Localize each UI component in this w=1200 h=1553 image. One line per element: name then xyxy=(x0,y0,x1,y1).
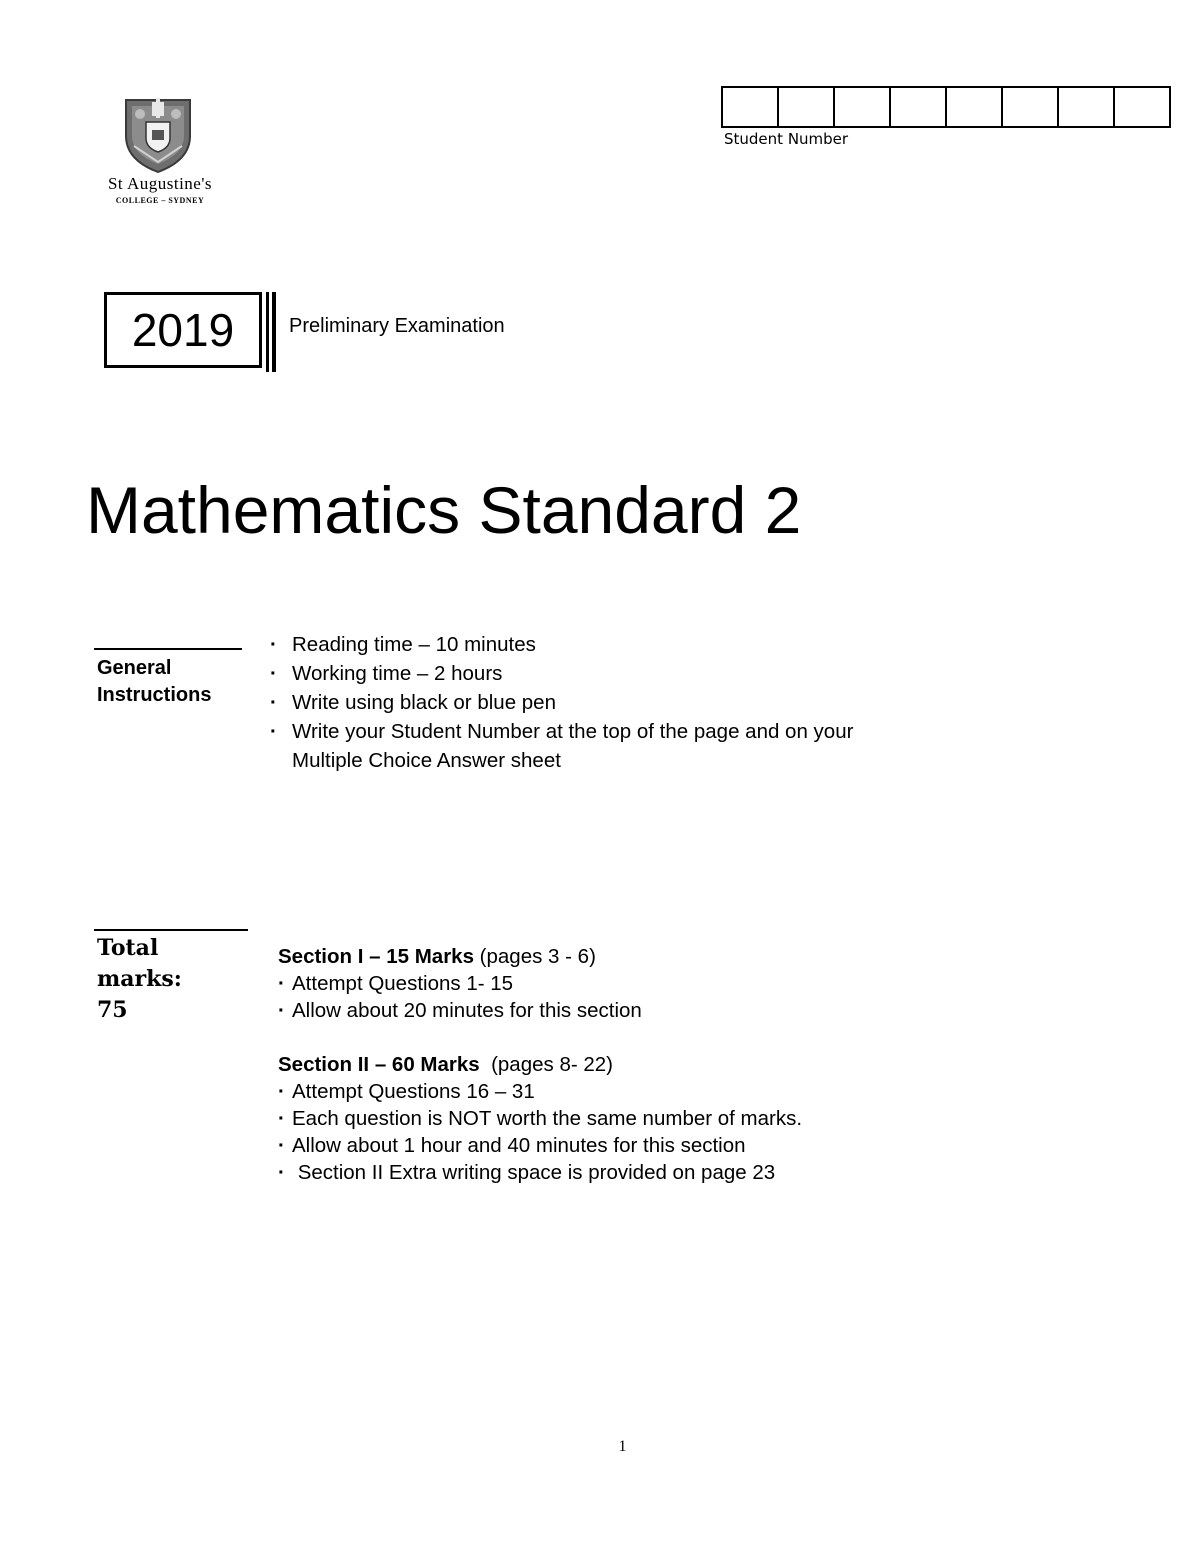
total-marks-label xyxy=(97,933,182,1026)
section-pages: (pages 8- 22) xyxy=(479,1053,614,1076)
student-number-boxes[interactable] xyxy=(721,86,1171,128)
page-title: Mathematics Standard 2 xyxy=(86,473,802,547)
school-subtitle: COLLEGE – SYDNEY xyxy=(115,196,205,205)
school-name: St Augustine's xyxy=(107,174,213,193)
student-number-box[interactable] xyxy=(723,88,779,126)
section-item: · Section II Extra writing space is provided on page 23 xyxy=(278,1159,802,1186)
section-rule xyxy=(94,929,248,931)
student-number-box[interactable] xyxy=(947,88,1003,126)
total-marks-label-line: marks: xyxy=(97,966,182,992)
school-logo xyxy=(80,92,240,212)
exam-year: 2019 xyxy=(104,292,262,368)
student-number-box[interactable] xyxy=(835,88,891,126)
section-title: Section II – 60 Marks xyxy=(278,1053,480,1076)
instruction-item: · Working time – 2 hours xyxy=(268,659,858,688)
section-item: · Allow about 1 hour and 40 minutes for this section xyxy=(278,1132,802,1159)
general-instructions-label-line: General xyxy=(97,657,172,679)
section-items xyxy=(278,1078,802,1186)
student-number-label: Student Number xyxy=(724,130,849,148)
year-divider xyxy=(266,292,269,372)
section-item: · Attempt Questions 1- 15 xyxy=(278,970,642,997)
section-item: · Each question is NOT worth the same number of marks. xyxy=(278,1105,802,1132)
section-1 xyxy=(278,943,642,1024)
general-instructions-list xyxy=(268,630,858,775)
school-crest-icon xyxy=(122,96,194,174)
section-item: · Allow about 20 minutes for this section xyxy=(278,997,642,1024)
section-2 xyxy=(278,1051,802,1186)
general-instructions-label xyxy=(97,655,211,709)
section-item: · Attempt Questions 16 – 31 xyxy=(278,1078,802,1105)
section-heading xyxy=(278,943,642,970)
instruction-item: · Write your Student Number at the top of the page and on your Multiple Choice Answer sheet xyxy=(268,717,858,775)
section-title: Section I – 15 Marks xyxy=(278,945,474,968)
section-rule xyxy=(94,648,242,650)
section-pages: (pages 3 - 6) xyxy=(473,945,596,968)
section-items xyxy=(278,970,642,1024)
student-number-box[interactable] xyxy=(1003,88,1059,126)
exam-type: Preliminary Examination xyxy=(289,315,505,337)
page-number: 1 xyxy=(618,1438,627,1455)
student-number-box[interactable] xyxy=(1115,88,1171,126)
general-instructions-label-line: Instructions xyxy=(97,684,212,706)
instruction-item: · Reading time – 10 minutes xyxy=(268,630,858,659)
student-number-box[interactable] xyxy=(891,88,947,126)
total-marks-value: 75 xyxy=(97,997,128,1023)
total-marks-label-line: Total xyxy=(97,935,159,961)
student-number-box[interactable] xyxy=(1059,88,1115,126)
instruction-item: · Write using black or blue pen xyxy=(268,688,858,717)
student-number-box[interactable] xyxy=(779,88,835,126)
section-heading xyxy=(278,1051,802,1078)
year-divider xyxy=(272,292,276,372)
